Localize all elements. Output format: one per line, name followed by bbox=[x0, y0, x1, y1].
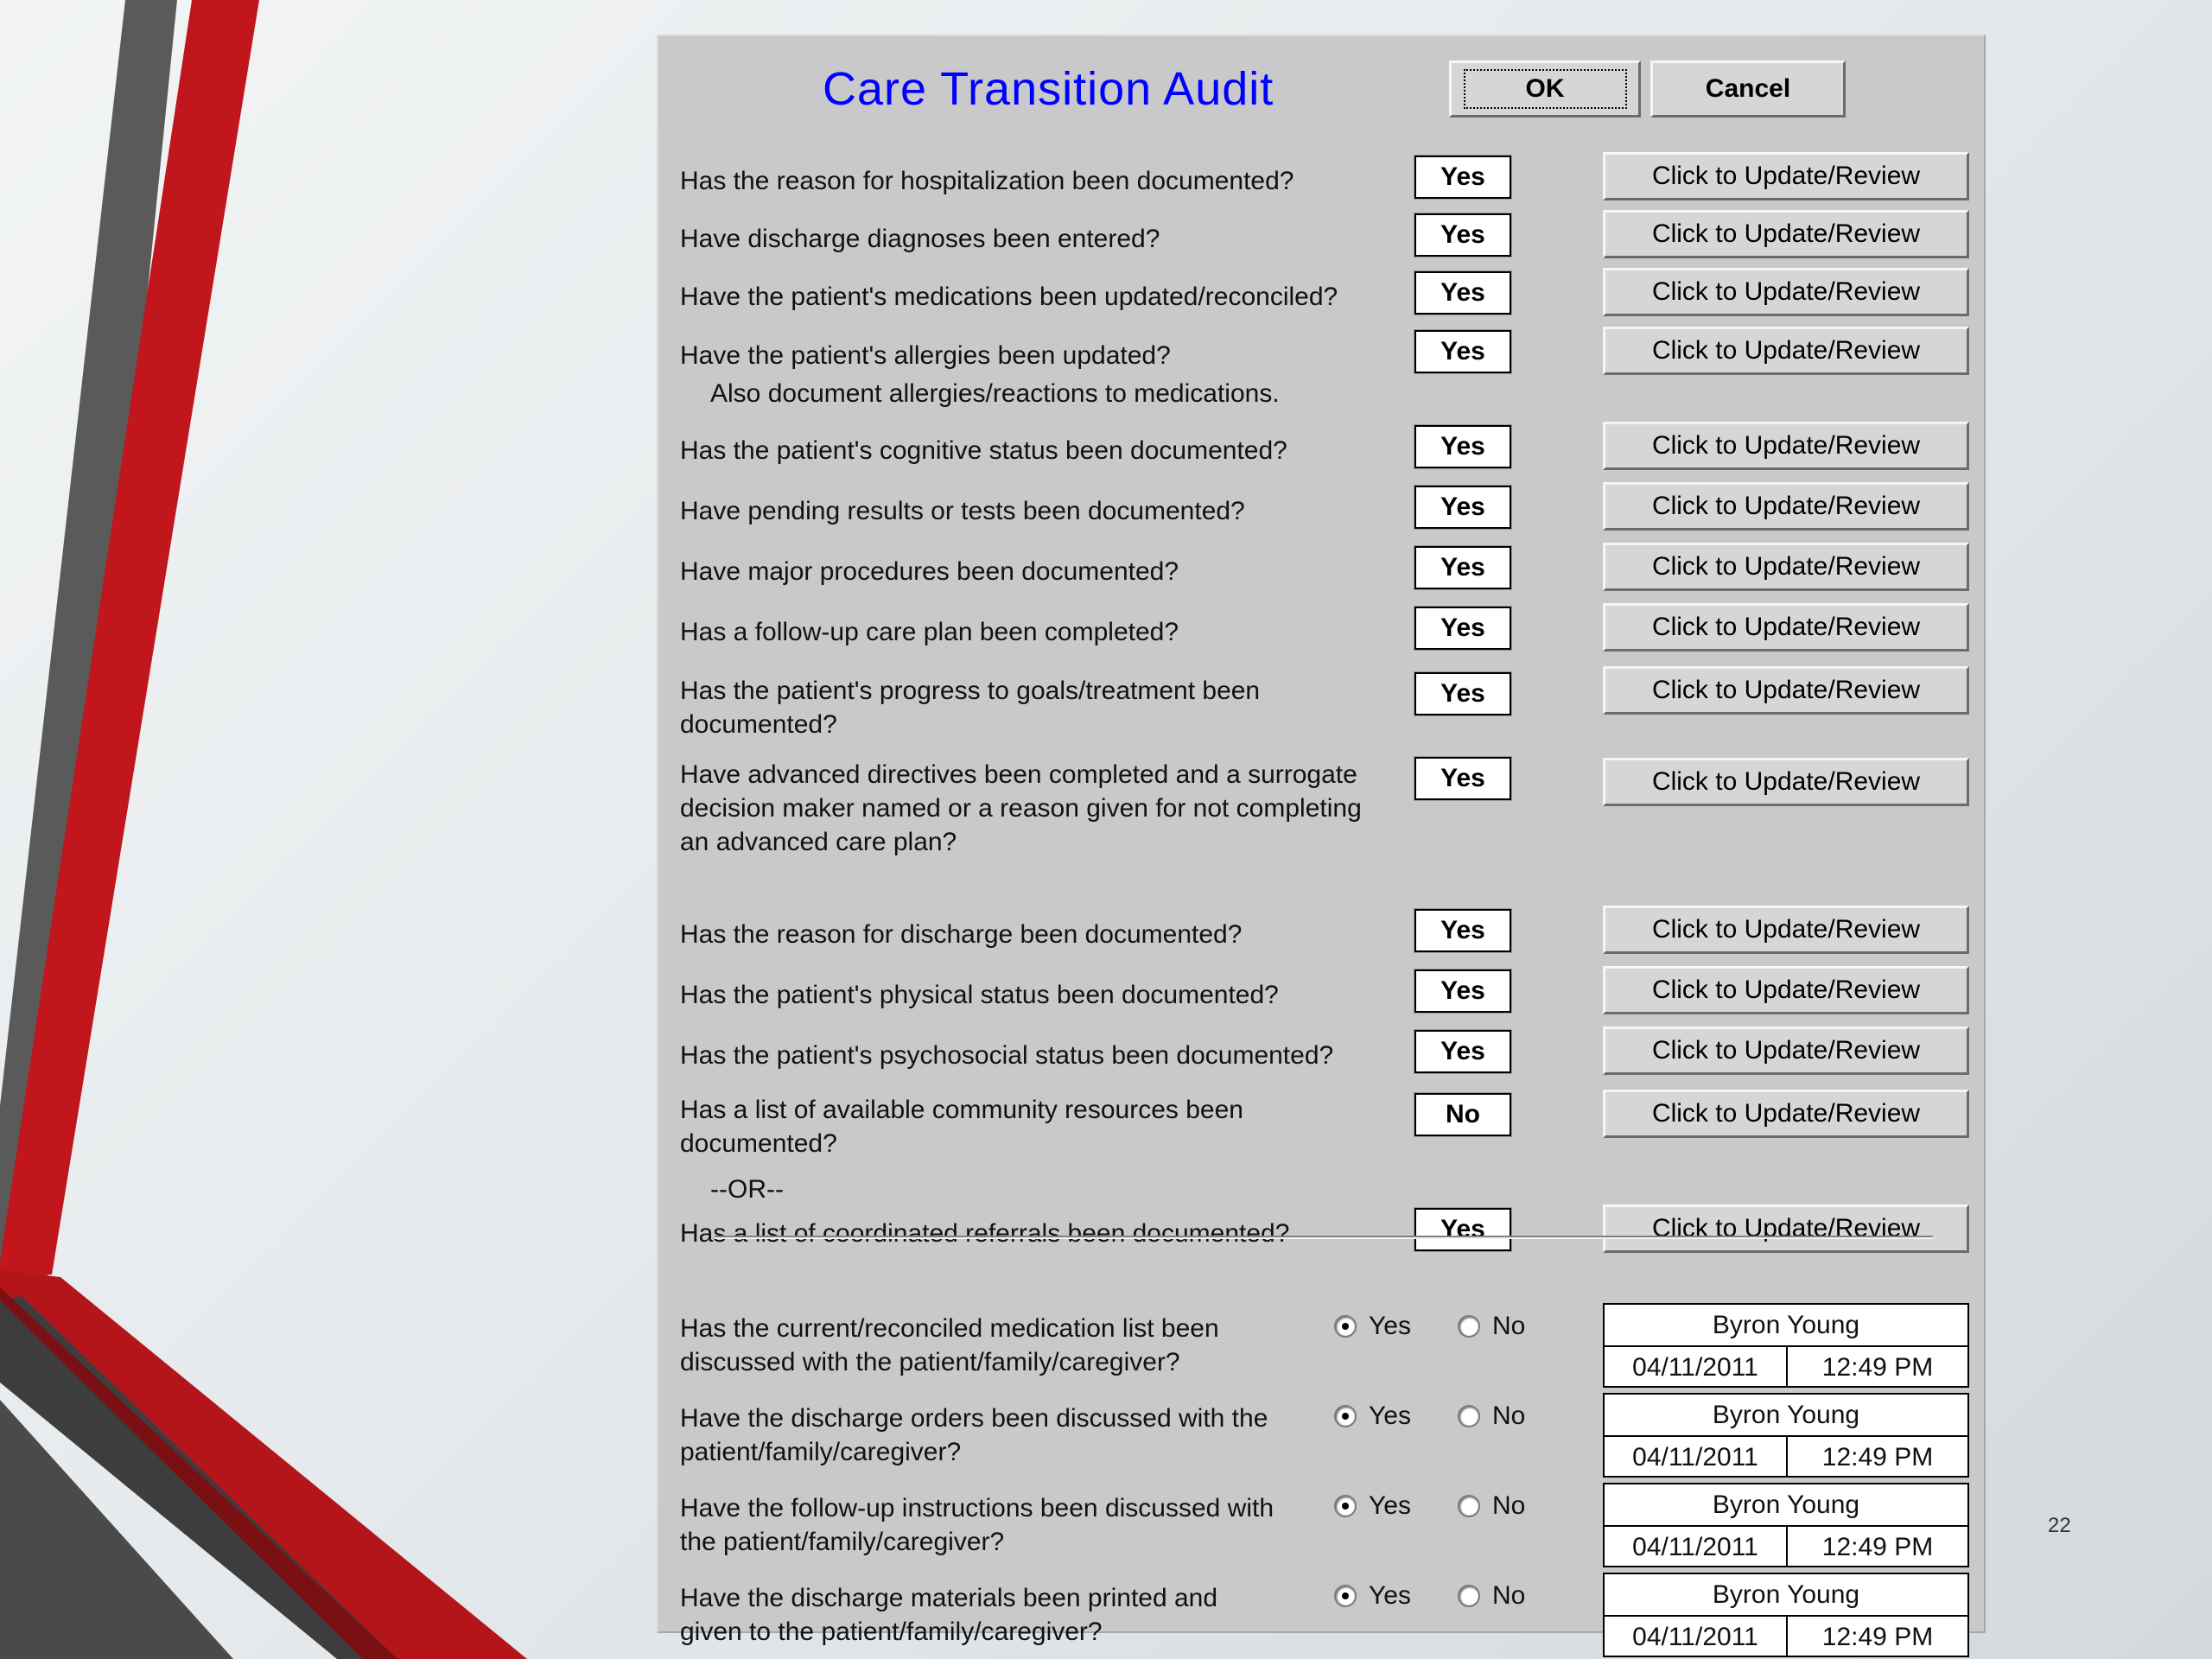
update-review-button[interactable]: Click to Update/Review bbox=[1603, 666, 1969, 715]
radio-yes-label: Yes bbox=[1369, 1581, 1411, 1610]
dialog-title: Care Transition Audit bbox=[823, 63, 1274, 115]
answer-field[interactable]: Yes bbox=[1414, 213, 1511, 257]
radio-empty-icon bbox=[1458, 1315, 1480, 1338]
radio-yes-label: Yes bbox=[1369, 1402, 1411, 1430]
cancel-button[interactable]: Cancel bbox=[1650, 60, 1846, 118]
update-review-button[interactable]: Click to Update/Review bbox=[1603, 152, 1969, 200]
signed-time: 12:49 PM bbox=[1821, 1353, 1934, 1382]
question-label: Has a list of available community resources been documented? bbox=[680, 1096, 1243, 1158]
radio-no[interactable] bbox=[1458, 1491, 1525, 1521]
question-label: Have discharge diagnoses been entered? bbox=[680, 225, 1160, 253]
radio-selected-icon bbox=[1334, 1315, 1357, 1338]
update-review-button[interactable]: Click to Update/Review bbox=[1603, 1205, 1969, 1253]
question-label: Have advanced directives been completed and a surrogate decision maker named or a reason given for not completing an advanced care plan? bbox=[680, 760, 1362, 856]
answer-field[interactable]: No bbox=[1414, 1093, 1511, 1136]
update-review-button[interactable]: Click to Update/Review bbox=[1603, 966, 1969, 1014]
slide-number: 22 bbox=[2048, 1514, 2071, 1537]
radio-yes[interactable] bbox=[1334, 1402, 1411, 1431]
question-label: Has the patient's progress to goals/treatment been documented? bbox=[680, 677, 1261, 739]
question-label: Has the reason for hospitalization been documented? bbox=[680, 167, 1294, 195]
signed-time: 12:49 PM bbox=[1821, 1623, 1934, 1651]
signature-box bbox=[1603, 1303, 1969, 1388]
update-review-button[interactable]: Click to Update/Review bbox=[1603, 422, 1969, 470]
care-transition-audit-dialog bbox=[657, 35, 1986, 1651]
radio-empty-icon bbox=[1458, 1405, 1480, 1427]
update-review-button[interactable]: Click to Update/Review bbox=[1603, 758, 1969, 806]
question-label: Have pending results or tests been documented? bbox=[680, 497, 1245, 525]
answer-field[interactable]: Yes bbox=[1414, 546, 1511, 589]
radio-no-label: No bbox=[1492, 1581, 1526, 1610]
update-review-button[interactable]: Click to Update/Review bbox=[1603, 268, 1969, 316]
discussion-question-label: Have the follow-up instructions been discussed with the patient/family/caregiver? bbox=[680, 1494, 1274, 1556]
signature-box bbox=[1603, 1483, 1969, 1567]
signer-name: Byron Young bbox=[1605, 1305, 1967, 1347]
question-note: Also document allergies/reactions to medications. bbox=[710, 379, 1280, 408]
question-label: Have major procedures been documented? bbox=[680, 557, 1179, 586]
signed-time: 12:49 PM bbox=[1821, 1443, 1934, 1471]
signed-date: 04/11/2011 bbox=[1605, 1347, 1788, 1388]
radio-selected-icon bbox=[1334, 1585, 1357, 1607]
radio-yes-label: Yes bbox=[1369, 1491, 1411, 1520]
radio-yes[interactable] bbox=[1334, 1581, 1411, 1611]
update-review-button[interactable]: Click to Update/Review bbox=[1603, 482, 1969, 531]
section-divider bbox=[715, 1236, 1933, 1239]
radio-no[interactable] bbox=[1458, 1402, 1525, 1431]
discussion-question-label: Have the discharge materials been printed and given to the patient/family/caregiver? bbox=[680, 1584, 1218, 1646]
question-label: Has a list of coordinated referrals been documented? bbox=[680, 1219, 1290, 1248]
radio-no-label: No bbox=[1492, 1491, 1526, 1520]
question-label: Have the patient's medications been updated/reconciled? bbox=[680, 283, 1338, 311]
update-review-button[interactable]: Click to Update/Review bbox=[1603, 210, 1969, 258]
question-label: Has a follow-up care plan been completed? bbox=[680, 618, 1179, 646]
update-review-button[interactable]: Click to Update/Review bbox=[1603, 1090, 1969, 1138]
signer-name: Byron Young bbox=[1605, 1395, 1967, 1437]
radio-empty-icon bbox=[1458, 1495, 1480, 1517]
update-review-button[interactable]: Click to Update/Review bbox=[1603, 603, 1969, 652]
radio-yes[interactable] bbox=[1334, 1491, 1411, 1521]
radio-selected-icon bbox=[1334, 1405, 1357, 1427]
radio-no[interactable] bbox=[1458, 1581, 1525, 1611]
or-separator-label: --OR-- bbox=[710, 1175, 784, 1204]
answer-field[interactable]: Yes bbox=[1414, 271, 1511, 315]
answer-field[interactable]: Yes bbox=[1414, 1030, 1511, 1073]
signer-name: Byron Young bbox=[1605, 1484, 1967, 1527]
question-label: Have the patient's allergies been updated? bbox=[680, 341, 1171, 370]
question-label: Has the patient's physical status been documented? bbox=[680, 981, 1279, 1009]
signed-time: 12:49 PM bbox=[1821, 1533, 1934, 1561]
question-label: Has the reason for discharge been documented? bbox=[680, 920, 1243, 949]
radio-empty-icon bbox=[1458, 1585, 1480, 1607]
signer-name: Byron Young bbox=[1605, 1574, 1967, 1617]
signature-box bbox=[1603, 1573, 1969, 1657]
answer-field[interactable]: Yes bbox=[1414, 425, 1511, 468]
radio-yes[interactable] bbox=[1334, 1312, 1411, 1341]
answer-field[interactable]: Yes bbox=[1414, 486, 1511, 529]
answer-field[interactable]: Yes bbox=[1414, 969, 1511, 1013]
update-review-button[interactable]: Click to Update/Review bbox=[1603, 327, 1969, 375]
update-review-button[interactable]: Click to Update/Review bbox=[1603, 1027, 1969, 1075]
ok-button[interactable] bbox=[1449, 60, 1641, 118]
signature-box bbox=[1603, 1393, 1969, 1478]
radio-selected-icon bbox=[1334, 1495, 1357, 1517]
discussion-question-label: Have the discharge orders been discussed with the patient/family/caregiver? bbox=[680, 1404, 1268, 1466]
answer-field[interactable]: Yes bbox=[1414, 909, 1511, 952]
update-review-button[interactable]: Click to Update/Review bbox=[1603, 906, 1969, 954]
discussion-question-label: Has the current/reconciled medication list been discussed with the patient/family/caregiver? bbox=[680, 1314, 1219, 1376]
update-review-button[interactable]: Click to Update/Review bbox=[1603, 543, 1969, 591]
answer-field[interactable]: Yes bbox=[1414, 330, 1511, 373]
answer-field[interactable]: Yes bbox=[1414, 672, 1511, 715]
answer-field[interactable]: Yes bbox=[1414, 1208, 1511, 1251]
ok-button-label: OK bbox=[1464, 69, 1627, 109]
question-label: Has the patient's psychosocial status been documented? bbox=[680, 1041, 1334, 1070]
signed-date: 04/11/2011 bbox=[1605, 1437, 1788, 1478]
question-label: Has the patient's cognitive status been documented? bbox=[680, 436, 1287, 465]
slide-decoration bbox=[0, 0, 536, 1659]
radio-yes-label: Yes bbox=[1369, 1312, 1411, 1340]
answer-field[interactable]: Yes bbox=[1414, 156, 1511, 199]
signed-date: 04/11/2011 bbox=[1605, 1527, 1788, 1567]
answer-field[interactable]: Yes bbox=[1414, 607, 1511, 650]
radio-no[interactable] bbox=[1458, 1312, 1525, 1341]
signed-date: 04/11/2011 bbox=[1605, 1617, 1788, 1657]
radio-no-label: No bbox=[1492, 1402, 1526, 1430]
answer-field[interactable]: Yes bbox=[1414, 757, 1511, 800]
radio-no-label: No bbox=[1492, 1312, 1526, 1340]
